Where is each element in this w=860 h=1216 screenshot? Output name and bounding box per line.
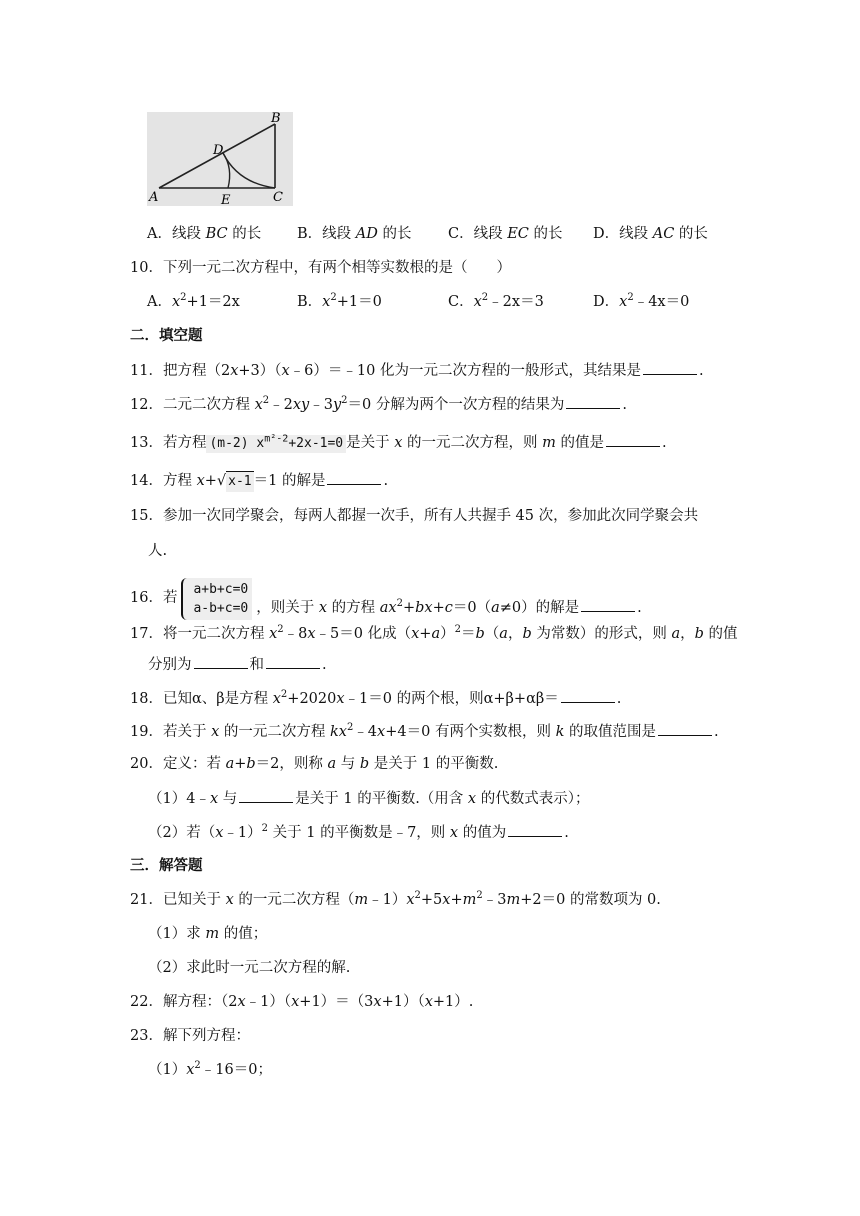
q17-line2 bbox=[148, 654, 327, 675]
sup: 2 bbox=[454, 624, 461, 636]
var: m bbox=[506, 892, 521, 908]
text: （2）若（ bbox=[148, 825, 216, 841]
text: + bbox=[234, 756, 247, 772]
q21-part2: （2）求此时一元二次方程的解. bbox=[148, 960, 351, 976]
option-var: x bbox=[322, 294, 331, 310]
text: ，则关于 bbox=[256, 600, 319, 616]
text: ＝0 分解为两个一次方程的结果为 bbox=[347, 397, 565, 413]
var: b bbox=[522, 626, 532, 642]
var: x bbox=[211, 724, 220, 740]
option-post: +1＝0 bbox=[336, 294, 382, 310]
var: x bbox=[377, 724, 386, 740]
var: b bbox=[359, 756, 370, 772]
text: ＝ bbox=[460, 626, 476, 642]
section-heading-fill-blank: 二．填空题 bbox=[130, 328, 203, 344]
var: x bbox=[196, 473, 205, 489]
q10-option-d[interactable] bbox=[593, 292, 689, 312]
option-letter: B． bbox=[297, 294, 323, 310]
text: ＝1 的解是 bbox=[253, 473, 326, 489]
text: 的取值范围是 bbox=[564, 724, 656, 740]
q10-option-c[interactable] bbox=[448, 292, 544, 312]
text: ﹣2 bbox=[269, 397, 293, 413]
q17-line1 bbox=[130, 624, 738, 644]
text: +1）. bbox=[432, 994, 474, 1010]
text: （1） bbox=[148, 1062, 187, 1078]
text: ﹣3 bbox=[309, 397, 333, 413]
var: x bbox=[373, 994, 382, 1010]
answer-blank[interactable] bbox=[561, 688, 615, 703]
option-text: 线段 bbox=[322, 226, 356, 242]
var: x bbox=[209, 791, 219, 807]
text: ﹣1） bbox=[223, 825, 262, 841]
sup: 2 bbox=[262, 395, 270, 407]
option-letter: D． bbox=[593, 226, 620, 242]
text: +1）＝（3 bbox=[299, 994, 374, 1010]
var: x bbox=[442, 892, 451, 908]
text: ﹣8 bbox=[283, 626, 308, 642]
q10-option-a[interactable] bbox=[147, 292, 240, 312]
equation-image bbox=[206, 435, 346, 453]
text: 关于 1 的平衡数是﹣7，则 bbox=[268, 825, 450, 841]
var: x bbox=[424, 994, 433, 1010]
text: + bbox=[450, 892, 463, 908]
q10-stem: 10．下列一元二次方程中，有两个相等实数根的是（ ） bbox=[130, 260, 511, 276]
var: y bbox=[332, 397, 342, 413]
answer-blank[interactable] bbox=[239, 788, 293, 803]
text: ＝0（ bbox=[452, 600, 492, 616]
answer-blank[interactable] bbox=[327, 470, 381, 485]
text: 是关于 1 的平衡数.（用含 bbox=[295, 791, 468, 807]
sys-eq-2: a-b+c=0 bbox=[193, 601, 249, 616]
sys-eq-1: a+b+c=0 bbox=[193, 582, 249, 597]
text: ≠0）的解是 bbox=[499, 600, 580, 616]
text: 是关于 bbox=[346, 435, 395, 451]
var: kx bbox=[329, 724, 347, 740]
eq-part: (m-2) bbox=[209, 436, 249, 451]
var: a bbox=[327, 756, 337, 772]
text: 20．定义：若 bbox=[130, 756, 226, 772]
option-text: 线段 bbox=[619, 226, 653, 242]
var: k bbox=[555, 724, 565, 740]
text: 的值是 bbox=[555, 435, 605, 451]
option-var: BC bbox=[205, 226, 228, 242]
text: . bbox=[637, 600, 642, 616]
sup: 2 bbox=[346, 722, 354, 734]
text: 的值； bbox=[219, 926, 268, 942]
q16 bbox=[130, 568, 642, 616]
option-var: AD bbox=[355, 226, 378, 242]
q19 bbox=[130, 721, 719, 742]
text: 的一元二次方程 bbox=[219, 724, 330, 740]
text: + bbox=[432, 600, 445, 616]
var: x bbox=[406, 892, 415, 908]
text: 11．把方程（2 bbox=[130, 363, 231, 379]
var: bx bbox=[415, 600, 433, 616]
text: ） bbox=[440, 626, 455, 642]
text: 的一元二次方程，则 bbox=[402, 435, 543, 451]
q20-stem bbox=[130, 754, 498, 774]
text: 与 bbox=[218, 791, 238, 807]
section-heading-solve: 三．解答题 bbox=[130, 858, 203, 874]
text: 的代数式表示）； bbox=[476, 791, 590, 807]
text: +2＝0 的常数项为 0. bbox=[520, 892, 661, 908]
text: . bbox=[713, 724, 719, 740]
text: + bbox=[204, 473, 217, 489]
label-a: A bbox=[149, 190, 159, 205]
var: x bbox=[449, 825, 459, 841]
q13 bbox=[130, 432, 667, 453]
text: ＝2，则称 bbox=[255, 756, 328, 772]
text: +4＝0 有两个实数根，则 bbox=[385, 724, 556, 740]
text: 19．若关于 bbox=[130, 724, 212, 740]
option-sup: 2 bbox=[330, 292, 337, 304]
text: （1）4﹣ bbox=[148, 791, 210, 807]
text: . bbox=[564, 825, 569, 841]
var: a bbox=[491, 600, 500, 616]
text: ﹣3 bbox=[482, 892, 507, 908]
text: 21．已知关于 bbox=[130, 892, 226, 908]
var: a bbox=[225, 756, 235, 772]
text: 18．已知α、β是方程 bbox=[130, 691, 273, 707]
text: 14．方程 bbox=[130, 473, 197, 489]
text: . bbox=[322, 657, 327, 673]
q20-part1 bbox=[148, 788, 589, 809]
text: 16．若 bbox=[130, 590, 178, 606]
q12 bbox=[130, 394, 627, 415]
var: a bbox=[431, 626, 441, 642]
text: ﹣1） bbox=[368, 892, 407, 908]
option-letter: A． bbox=[147, 294, 172, 310]
q14 bbox=[130, 470, 388, 492]
text: ﹣5＝0 化成（ bbox=[315, 626, 412, 642]
q10-option-b[interactable] bbox=[297, 292, 382, 312]
equation-system bbox=[181, 578, 252, 620]
answer-blank-b[interactable] bbox=[266, 654, 320, 669]
geometry-figure bbox=[145, 108, 295, 208]
option-var: AC bbox=[652, 226, 675, 242]
var: b bbox=[694, 626, 704, 642]
var: m bbox=[354, 892, 369, 908]
var: xy bbox=[292, 397, 310, 413]
option-text: 线段 bbox=[171, 226, 206, 242]
text: . bbox=[662, 435, 667, 451]
text: + bbox=[419, 626, 432, 642]
text: +3）（ bbox=[238, 363, 282, 379]
option-var: x bbox=[171, 294, 181, 310]
text: 22．解方程：（2 bbox=[130, 994, 238, 1010]
text: 17．将一元二次方程 bbox=[130, 626, 270, 642]
text: 13．若方程 bbox=[130, 435, 207, 451]
text: 是关于 1 的平衡数. bbox=[369, 756, 499, 772]
sqrt-sign: √ bbox=[216, 473, 227, 489]
sup: 2 bbox=[261, 823, 269, 835]
sup: 2 bbox=[280, 689, 288, 701]
option-var: x bbox=[619, 294, 628, 310]
option-post: ﹣2x＝3 bbox=[488, 294, 544, 310]
text: ， bbox=[680, 626, 695, 642]
var: x bbox=[269, 626, 278, 642]
var: x bbox=[272, 691, 281, 707]
option-sup: 2 bbox=[180, 292, 187, 304]
var: a bbox=[671, 626, 681, 642]
text: . bbox=[383, 473, 389, 489]
sup: 2 bbox=[396, 598, 403, 610]
var: x bbox=[411, 626, 420, 642]
q20-part2 bbox=[148, 822, 569, 843]
option-tail: 的长 bbox=[377, 226, 412, 242]
var: x bbox=[254, 397, 263, 413]
option-sup: 2 bbox=[481, 292, 489, 304]
q21-part1 bbox=[148, 924, 267, 944]
var: m bbox=[462, 892, 477, 908]
option-post: ﹣4x＝0 bbox=[633, 294, 690, 310]
option-post: +1＝2x bbox=[186, 294, 240, 310]
label-c: C bbox=[273, 190, 283, 205]
option-var: x bbox=[473, 294, 482, 310]
text: 的方程 bbox=[327, 600, 380, 616]
option-tail: 的长 bbox=[528, 226, 563, 242]
text: ﹣4 bbox=[353, 724, 378, 740]
sup: 2 bbox=[476, 890, 483, 902]
text: 12．二元二次方程 bbox=[130, 397, 255, 413]
option-text: 线段 bbox=[473, 226, 508, 242]
text: . bbox=[616, 691, 622, 707]
text: . bbox=[622, 397, 627, 413]
option-letter: C． bbox=[448, 226, 474, 242]
text: 的值为 bbox=[458, 825, 507, 841]
q23-stem: 23．解下列方程： bbox=[130, 1028, 250, 1044]
text: ﹣1＝0 的两个根，则α+β+αβ＝ bbox=[344, 691, 559, 707]
var: x bbox=[467, 791, 477, 807]
text: 为常数）的形式，则 bbox=[531, 626, 672, 642]
text: （ bbox=[484, 626, 500, 642]
radicand: x-1 bbox=[226, 471, 253, 492]
label-e: E bbox=[221, 193, 231, 208]
sup: 2 bbox=[277, 624, 284, 636]
text: ， bbox=[507, 626, 523, 642]
answer-blank-a[interactable] bbox=[194, 654, 248, 669]
var: x bbox=[230, 363, 239, 379]
var: x bbox=[318, 600, 328, 616]
text: （1）求 bbox=[148, 926, 206, 942]
option-sup: 2 bbox=[627, 292, 634, 304]
var: x bbox=[237, 994, 246, 1010]
sup: 2 bbox=[341, 395, 348, 407]
text: ﹣6）＝﹣10 化为一元二次方程的一般形式，其结果是 bbox=[289, 363, 641, 379]
var: a bbox=[499, 626, 508, 642]
var: x bbox=[336, 691, 345, 707]
option-letter: B． bbox=[297, 226, 323, 242]
sup: 2 bbox=[414, 890, 421, 902]
text: 分别为 bbox=[148, 657, 192, 673]
label-b: B bbox=[271, 111, 281, 126]
var: x bbox=[281, 363, 290, 379]
option-letter: A． bbox=[147, 226, 172, 242]
option-letter: C． bbox=[448, 294, 474, 310]
q9-option-c[interactable] bbox=[448, 224, 563, 244]
q11 bbox=[130, 360, 704, 381]
answer-blank[interactable] bbox=[508, 822, 562, 837]
var: m bbox=[542, 435, 556, 451]
var: x bbox=[394, 435, 403, 451]
var: x bbox=[307, 626, 316, 642]
text: . bbox=[698, 363, 704, 379]
answer-blank[interactable] bbox=[566, 394, 620, 409]
answer-blank[interactable] bbox=[606, 432, 660, 447]
q23-part1 bbox=[148, 1060, 272, 1080]
text: +5 bbox=[420, 892, 443, 908]
answer-blank[interactable] bbox=[581, 597, 635, 612]
var: x bbox=[225, 892, 234, 908]
var: m bbox=[205, 926, 220, 942]
q15-line2: 人. bbox=[148, 543, 168, 559]
eq-part: x bbox=[256, 436, 265, 451]
eq-sup: m²-2 bbox=[264, 433, 289, 445]
option-letter: D． bbox=[593, 294, 620, 310]
var: x bbox=[186, 1062, 195, 1078]
q9-option-a[interactable] bbox=[147, 224, 261, 244]
q9-option-b[interactable] bbox=[297, 224, 411, 244]
var: b bbox=[246, 756, 256, 772]
answer-blank[interactable] bbox=[658, 721, 712, 736]
var: b bbox=[475, 626, 485, 642]
option-var: EC bbox=[507, 226, 529, 242]
option-tail: 的长 bbox=[674, 226, 708, 242]
text: + bbox=[402, 600, 416, 616]
text: +2020 bbox=[287, 691, 337, 707]
sup: 2 bbox=[194, 1060, 201, 1072]
text: 的一元二次方程（ bbox=[233, 892, 355, 908]
var: c bbox=[444, 600, 453, 616]
var: x bbox=[291, 994, 300, 1010]
q9-option-d[interactable] bbox=[593, 224, 708, 244]
q22 bbox=[130, 992, 473, 1012]
label-d: D bbox=[213, 143, 224, 158]
var: x bbox=[215, 825, 224, 841]
text: ﹣16＝0； bbox=[200, 1062, 272, 1078]
eq-part: +2x-1=0 bbox=[288, 436, 344, 451]
text: 与 bbox=[336, 756, 360, 772]
text: +1）（ bbox=[381, 994, 425, 1010]
option-tail: 的长 bbox=[227, 226, 262, 242]
q15-line1: 15．参加一次同学聚会，每两人都握一次手，所有人共握手 45 次，参加此次同学聚会共 bbox=[130, 508, 699, 524]
text: 的值 bbox=[703, 626, 738, 642]
q18 bbox=[130, 688, 621, 709]
answer-blank[interactable] bbox=[643, 360, 697, 375]
text: ﹣1）（ bbox=[245, 994, 292, 1010]
text: 和 bbox=[249, 657, 264, 673]
q21-stem bbox=[130, 890, 661, 910]
var: ax bbox=[379, 600, 397, 616]
